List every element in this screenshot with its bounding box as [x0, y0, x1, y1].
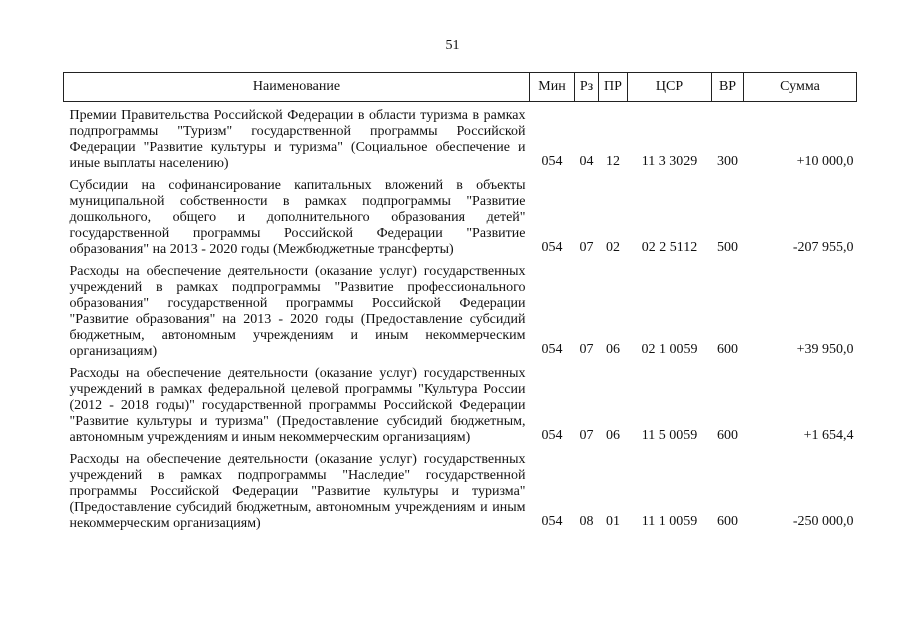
row-name: Расходы на обеспечение деятельности (оказание услуг) государственных учреждений в рамках подпрограммы "Наследие" государственной программы Российской Федерации "Развитие культуры и туризма" (Предоставление субсидий бюджетным, автономным учреждениям и иным некоммерческим организациям)	[69, 452, 526, 531]
row-csr: 11 1 0059	[641, 514, 698, 529]
row-pr: 12	[606, 154, 620, 169]
row-rz: 07	[579, 428, 594, 443]
row-pr: 01	[606, 514, 620, 529]
row-name: Расходы на обеспечение деятельности (оказание услуг) государственных учреждений в рамках подпрограммы "Развитие профессионального образования" государственной программы Российской Федерации "Развитие образования" на 2013 - 2020 годы (Предоставление субсидий бюджетным, автономным учреждениям и иным некоммерческим организациям)	[69, 264, 526, 359]
header-min: Мин	[530, 73, 575, 102]
header-pr: ПР	[599, 73, 628, 102]
page-number: 51	[445, 38, 460, 53]
row-min: 054	[541, 240, 563, 255]
table-row	[64, 446, 857, 532]
row-rz: 04	[579, 154, 594, 169]
row-csr: 11 3 3029	[641, 154, 698, 169]
row-vr: 600	[717, 514, 738, 529]
row-name: Субсидии на софинансирование капитальных вложений в объекты муниципальной собственности в рамках подпрограммы "Развитие дошкольного, общего и дополнительного образования детей" государственной программы Российской Федерации "Развитие образования" на 2013 - 2020 годы (Межбюджетные трансферты)	[69, 178, 526, 257]
row-vr: 300	[717, 154, 738, 169]
row-csr: 02 1 0059	[641, 342, 698, 357]
row-name: Расходы на обеспечение деятельности (оказание услуг) государственных учреждений в рамках федеральной целевой программы "Культура России (2012 - 2018 годы)" государственной программы Российской Федерации "Развитие культуры и туризма" (Предоставление субсидий бюджетным, автономным учреждениям и иным некоммерческим организациям)	[69, 366, 526, 445]
row-pr: 06	[606, 342, 620, 357]
row-csr: 02 2 5112	[641, 240, 698, 255]
table-row	[64, 102, 857, 173]
row-vr: 600	[717, 428, 738, 443]
row-sum: +39 950,0	[796, 342, 854, 357]
row-sum: +1 654,4	[803, 428, 854, 443]
budget-table	[63, 72, 857, 532]
row-min: 054	[541, 342, 563, 357]
row-min: 054	[541, 514, 563, 529]
header-vr: ВР	[712, 73, 744, 102]
row-name: Премии Правительства Российской Федерации в области туризма в рамках подпрограммы "Туризм" государственной программы Российской Федерации "Развитие культуры и туризма" (Социальное обеспечение и иные выплаты населению)	[69, 108, 526, 171]
row-min: 054	[541, 154, 563, 169]
row-vr: 500	[717, 240, 738, 255]
header-name: Наименование	[64, 73, 530, 102]
row-sum: -207 955,0	[792, 240, 854, 255]
table-row	[64, 360, 857, 446]
table-row	[64, 172, 857, 258]
row-rz: 08	[579, 514, 594, 529]
row-sum: +10 000,0	[796, 154, 854, 169]
row-min: 054	[541, 428, 563, 443]
header-rz: Рз	[575, 73, 599, 102]
table-row	[64, 258, 857, 360]
row-vr: 600	[717, 342, 738, 357]
row-pr: 06	[606, 428, 620, 443]
table-header-row	[64, 73, 857, 102]
row-rz: 07	[579, 342, 594, 357]
row-csr: 11 5 0059	[641, 428, 698, 443]
row-pr: 02	[606, 240, 620, 255]
header-sum: Сумма	[744, 73, 857, 102]
header-csr: ЦСР	[628, 73, 712, 102]
row-rz: 07	[579, 240, 594, 255]
row-sum: -250 000,0	[792, 514, 854, 529]
